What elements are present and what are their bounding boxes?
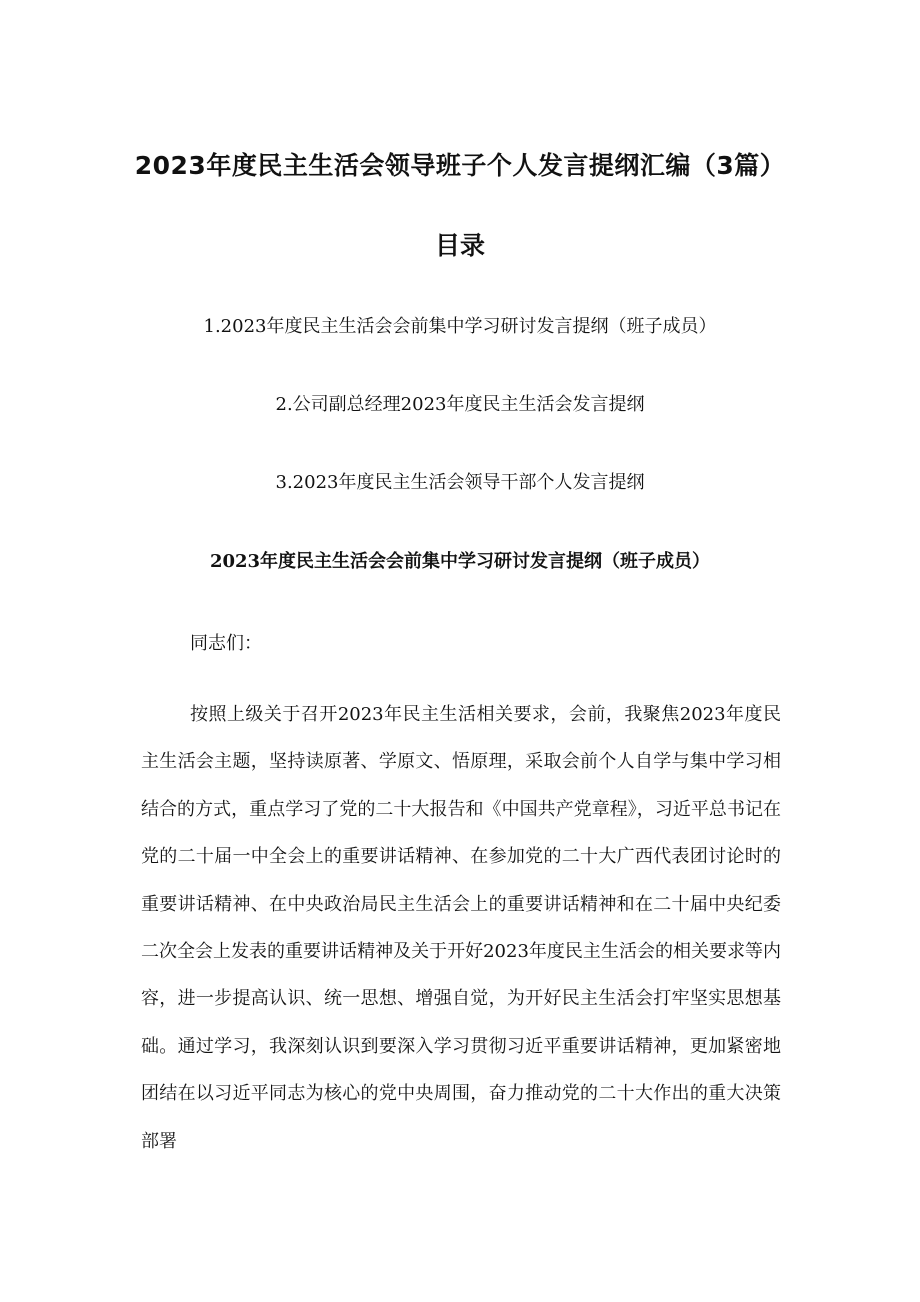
toc-item: 1.2023年度民主生活会会前集中学习研讨发言提纲（班子成员） <box>203 316 717 337</box>
document-title: 2023年度民主生活会领导班子个人发言提纲汇编（3篇） <box>134 151 786 180</box>
toc-item: 2.公司副总经理2023年度民主生活会发言提纲 <box>275 394 645 415</box>
toc-item: 3.2023年度民主生活会领导干部个人发言提纲 <box>275 472 645 493</box>
toc-heading: 目录 <box>434 231 485 260</box>
body-paragraph: 按照上级关于召开2023年民主生活相关要求，会前，我聚焦2023年度民主生活会主题，坚持读原著、学原文、悟原理，采取会前个人自学与集中学习相结合的方式，重点学习了党的二十大报告和《中国共产党章程》，习近平总书记在党的二十届一中全会上的重要讲话精神、在参加党的二十大广西代表团讨论时的重要讲话精神、在中央政治局民主生活会上的重要讲话精神和在二十届中央纪委二次全会上发表的重要讲话精神及关于开好2023年度民主生活会的相关要求等内容，进一步提高认识、统一思想、增强自觉，为开好民主生活会打牢坚实思想基础。通过学习，我深刻认识到要深入学习贯彻习近平重要讲话精神，更加紧密地团结在以习近平同志为核心的党中央周围，奋力推动党的二十大作出的重大决策部署 <box>141 704 781 1152</box>
salutation: 同志们： <box>190 633 262 654</box>
section-title: 2023年度民主生活会会前集中学习研讨发言提纲（班子成员） <box>209 551 711 572</box>
